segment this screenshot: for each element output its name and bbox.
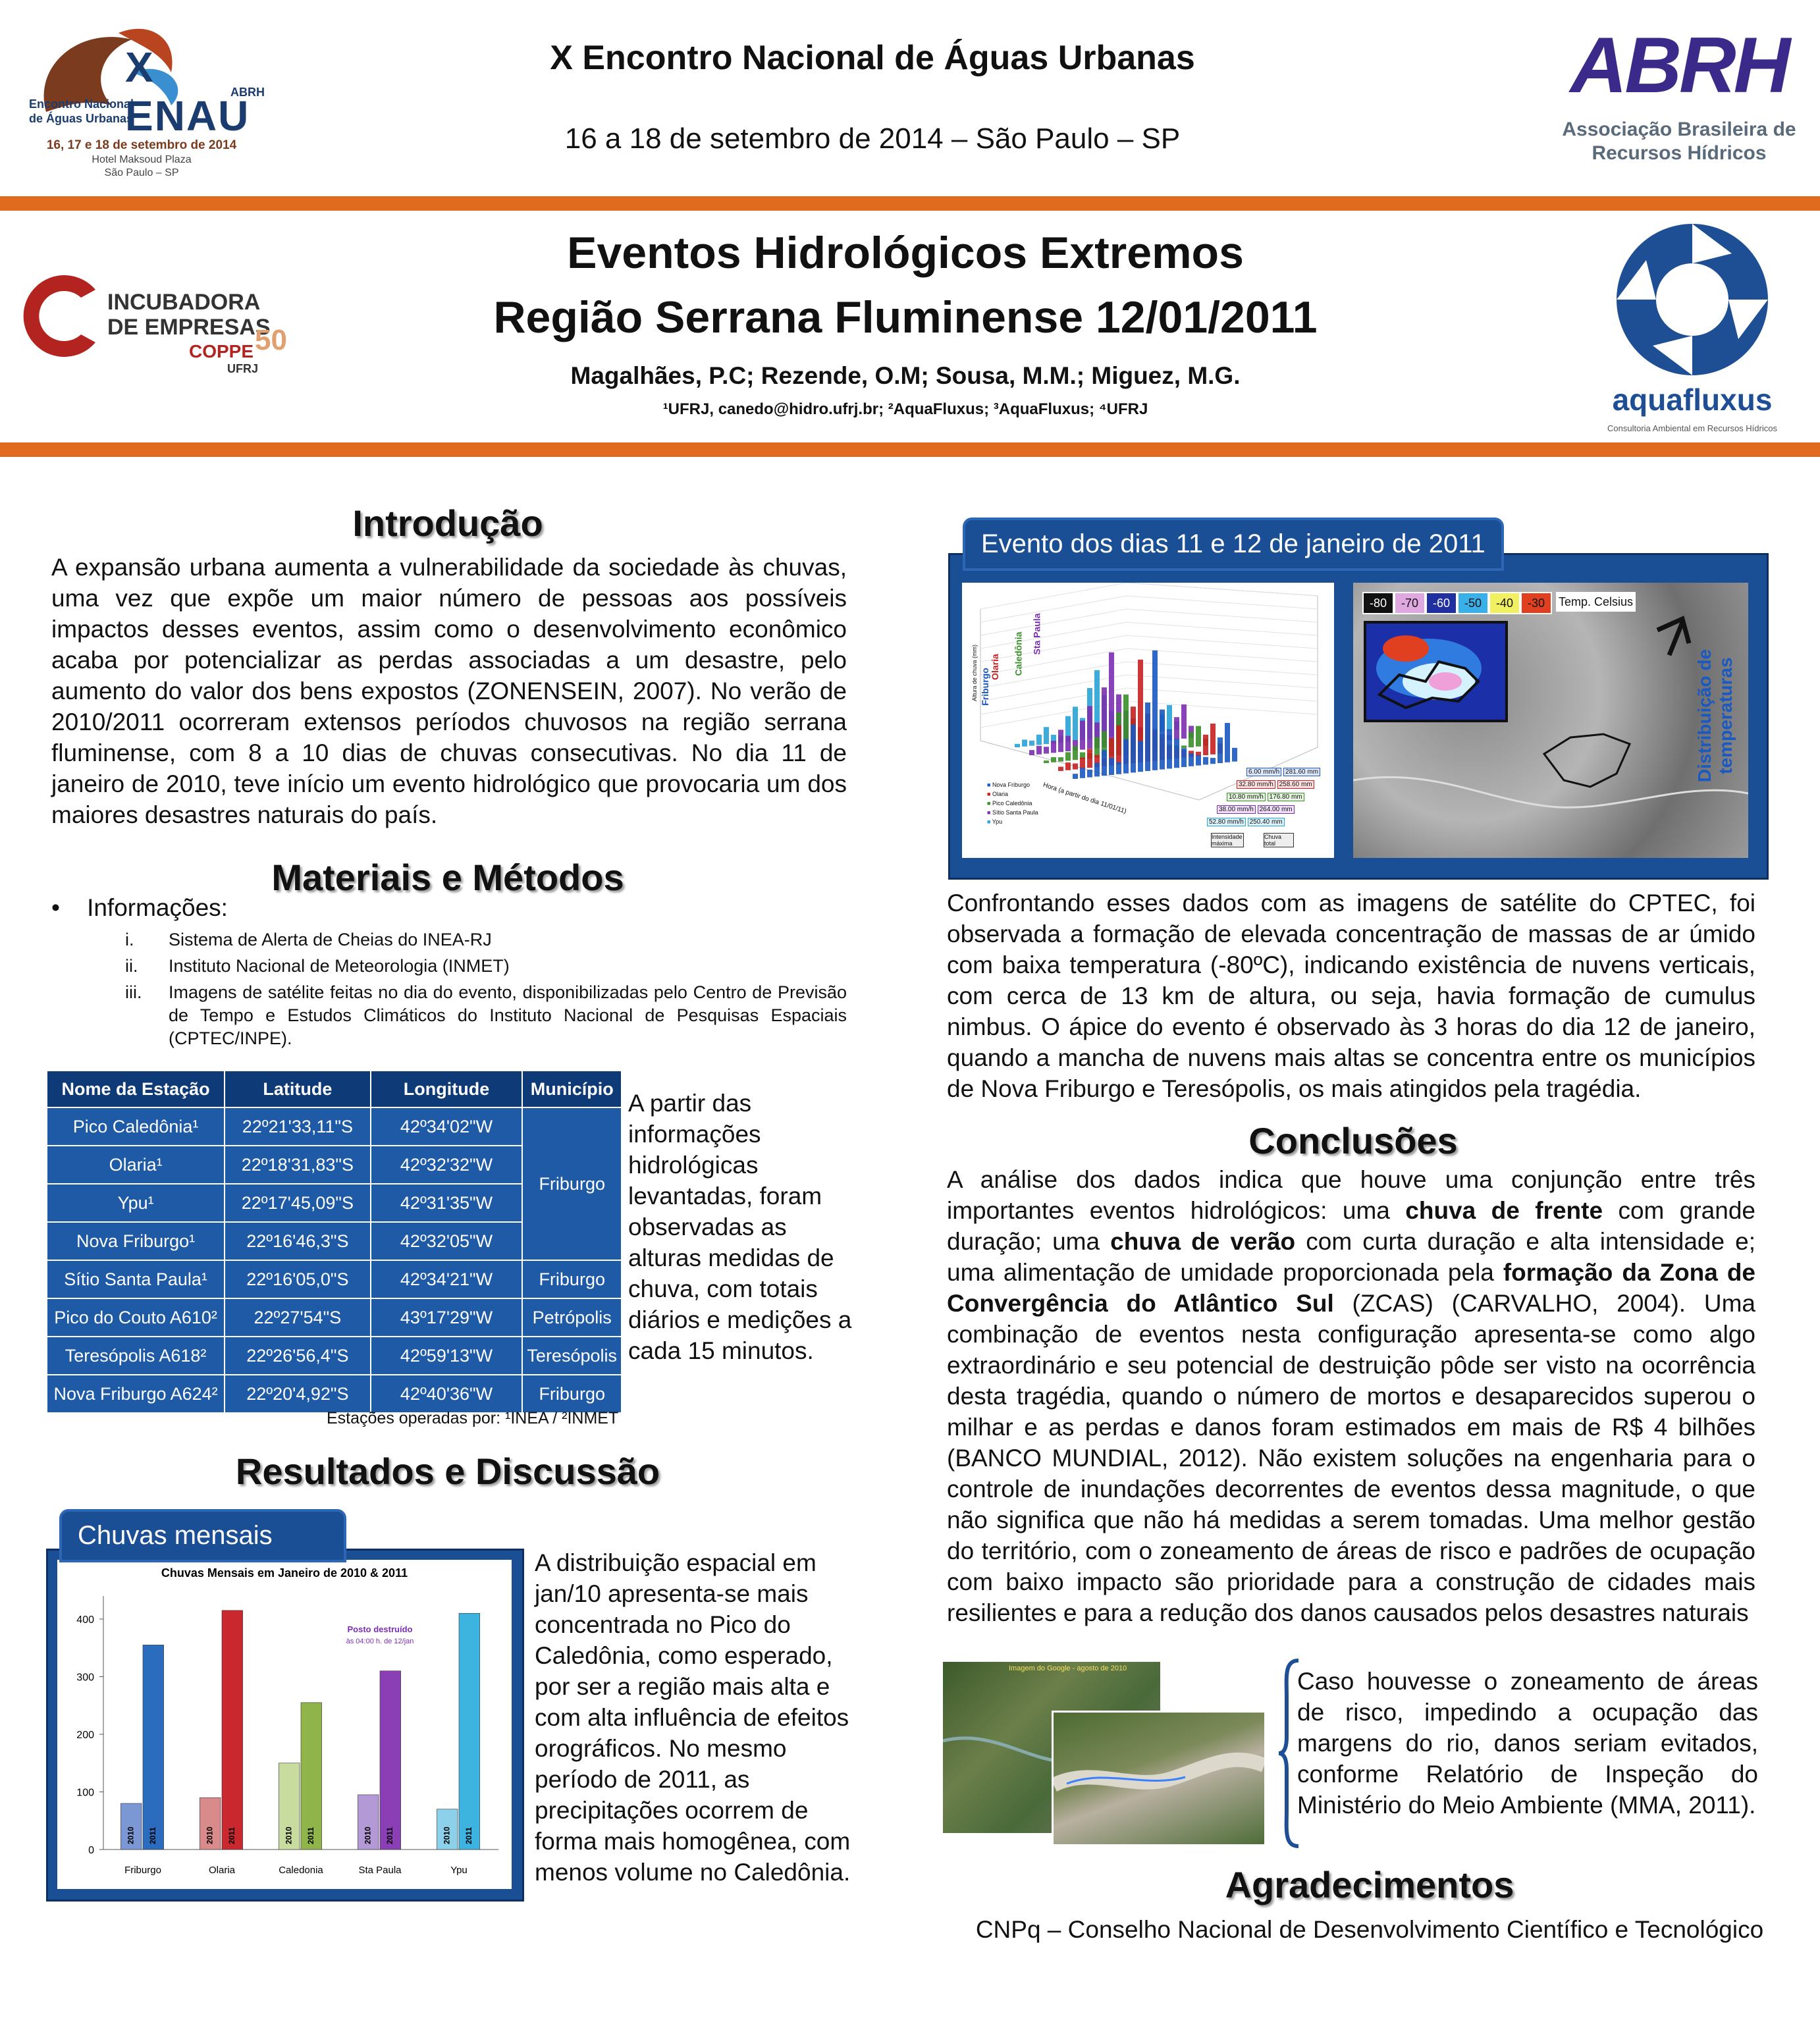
acknowledgements-text: CNPq – Conselho Nacional de Desenvolvimento Científico e Tecnológico: [975, 1916, 1764, 1943]
chart3d-gridline: [1127, 622, 1318, 635]
chart3d-gridline: [1127, 583, 1318, 596]
chart3d-gridline: [980, 596, 1127, 622]
tab-evento: Evento dos dias 11 e 12 de janeiro de 2011: [963, 518, 1504, 571]
chart3d-value-row: [1246, 766, 1320, 778]
poster-title-line1: Eventos Hidrológicos Extremos: [567, 228, 1244, 278]
station-name: Sítio Santa Paula¹: [47, 1260, 225, 1298]
station-name: Nova Friburgo¹: [47, 1222, 225, 1260]
station-lon: 42º34'02"W: [371, 1107, 523, 1146]
bar-series-label: 2010: [205, 1826, 215, 1844]
chart3d-station: Olaria: [989, 654, 1000, 680]
station-lon: 42º31'35"W: [371, 1184, 523, 1222]
chart3d-bar: [1087, 770, 1092, 778]
x-tick-label: Ypu: [450, 1865, 468, 1876]
conclusions-bold: chuva de verão: [1110, 1228, 1296, 1255]
chart3d-legend: [987, 780, 1038, 826]
chart3d-bar: [1109, 758, 1114, 775]
chart3d-legend-item: ■ Pico Caledônia: [987, 800, 1032, 807]
results-heading: Resultados e Discussão: [235, 1450, 660, 1492]
chart3d-bar: [1065, 752, 1071, 760]
chart3d-bar: [1189, 753, 1194, 766]
chart3d-bar: [1189, 732, 1194, 747]
abrh-name: ABRH: [1570, 21, 1788, 109]
chart3d-station: Friburgo: [979, 668, 990, 706]
methods-item-num: iii.: [125, 982, 142, 1002]
x-tick-label: Sta Paula: [358, 1865, 402, 1876]
bar-series-label: 2010: [126, 1826, 136, 1844]
station-municipality: Petrópolis: [522, 1298, 622, 1337]
bar-series-label: 2010: [284, 1826, 294, 1844]
chart3d-bar: [1181, 748, 1187, 767]
incubadora-line1: INCUBADORA: [107, 290, 261, 315]
chart3d-bar: [1203, 735, 1208, 755]
conclusions-part: com curta duração e alta intensidade e; uma alimentação de umidade proporcionada pela: [947, 1228, 1755, 1286]
station-municipality: Friburgo: [522, 1260, 622, 1298]
methods-bullet-label: Informações:: [87, 894, 228, 921]
chart3d-gridline: [1127, 609, 1318, 622]
chart3d-bar: [1196, 726, 1201, 747]
chart3d-bar: [1123, 739, 1129, 774]
station-lon: 42º32'32"W: [371, 1146, 523, 1184]
chart3d-value-row: [1217, 803, 1320, 816]
aquafluxus-symbol: [1593, 214, 1791, 379]
station-municipality: Teresópolis: [522, 1337, 622, 1375]
results-side-text: A distribuição espacial em jan/10 apresenta-se mais concentrada no Pico do Caledônia, como esperado, por ser a região mais alta e com alta influência de efeitos orográficos. No mesmo período de 2011, as precipitações ocorrem de forma mais homogênea, com menos volume no Caledônia.: [535, 1549, 851, 1886]
affiliations: ¹UFRJ, canedo@hidro.ufrj.br; ²AquaFluxus; ³AquaFluxus; ⁴UFRJ: [662, 400, 1148, 418]
chart3d-bar: [1044, 760, 1049, 763]
station-name: Olaria¹: [47, 1146, 225, 1184]
aquafluxus-tagline: Consultoria Ambiental em Recursos Hídricos: [1607, 423, 1777, 433]
enau-small: ABRH: [230, 86, 265, 99]
station-lon: 42º59'13"W: [371, 1337, 523, 1375]
chart3d-bar: [1044, 747, 1049, 753]
bar-series-label: 2011: [385, 1826, 394, 1844]
chart3d-legend-item: ■ Ypu: [987, 818, 1003, 825]
table-header-row: [47, 1071, 622, 1107]
chart3d-value-labels: [1207, 766, 1320, 828]
y-tick-label: 0: [88, 1845, 94, 1856]
table-row: [47, 1337, 622, 1375]
aerial-photo-after: [1052, 1711, 1266, 1846]
scale-cell: -30: [1520, 592, 1552, 614]
incubadora-num: 50: [255, 324, 287, 356]
incubadora-line2: DE EMPRESAS: [107, 315, 271, 340]
station-lat: 22º18'31,83"S: [225, 1146, 370, 1184]
intro-text: A expansão urbana aumenta a vulnerabilidade da sociedade às chuvas, uma vez que expõe um maior número de pessoas aos possíveis impactos desses eventos, assim como o desenvolvimento econômico acaba por potencializar as perdas associadas a um desastre, pelo aumento do valor dos bens expostos (ZONENSEIN, 2007). No verão de 2010/2011 ocorreram extensos períodos chuvosos na região serrana fluminense, com 8 a 10 dias de chuvas consecutivas. No dia 11 de janeiro de 2010, teve início um evento hidrológico que provocaria um dos maiores desastres naturais do país.: [51, 554, 847, 828]
incubadora-logo: [10, 263, 286, 382]
enau-city: São Paulo – SP: [104, 167, 179, 178]
y-tick-label: 200: [76, 1730, 94, 1741]
abrh-logo: [1554, 20, 1804, 171]
enau-big: X ENAU: [125, 43, 250, 140]
methods-item: [125, 928, 847, 951]
chart3d-bar: [1160, 710, 1165, 770]
chart3d-bar: [1073, 706, 1078, 741]
monthly-rain-chart: [57, 1560, 512, 1889]
station-lat: 22º27'54"S: [225, 1298, 370, 1337]
bar-2011: [222, 1610, 243, 1849]
scale-unit: Temp. Celsius: [1556, 592, 1636, 612]
chart3d-bar: [1094, 737, 1100, 757]
station-lat: 22º20'4,92"S: [225, 1375, 370, 1413]
zoning-text: Caso houvesse o zoneamento de áreas de risco, impedindo a ocupação das margens do rio, danos seriam evitados, conforme Relatório de Inspeção do Ministério do Meio Ambiente (MMA, 2011).: [1297, 1668, 1758, 1819]
enau-line1: Encontro Nacional: [29, 97, 134, 111]
chart3d-bar: [1225, 723, 1230, 762]
chart3d-bar: [1065, 736, 1071, 751]
chart3d-bar: [1087, 706, 1092, 749]
chart-annotation: às 04:00 h. de 12/jan: [346, 1637, 414, 1645]
station-lat: 22º16'46,3"S: [225, 1222, 370, 1260]
chart3d-legend-item: ■ Sítio Santa Paula: [987, 809, 1038, 816]
chart3d-intensity: 52.80 mm/h: [1207, 818, 1246, 826]
chart3d-ylabel: Altura de chuva (mm): [971, 644, 978, 701]
chart3d-foot-total: Chuva total: [1264, 833, 1294, 847]
station-lat: 22º21'33,11"S: [225, 1107, 370, 1146]
chart3d-xlabel: Hora (a partir do dia 11/01/11): [1042, 781, 1127, 816]
chart3d-value-row: [1207, 816, 1320, 828]
methods-item-text: Instituto Nacional de Meteorologia (INMET): [169, 956, 510, 976]
chart3d-gridline: [980, 609, 1127, 635]
chart3d-bar: [1087, 749, 1092, 768]
table-header-cell: Latitude: [225, 1071, 370, 1107]
satellite-side-label: Distribuição de temperaturas: [1694, 649, 1736, 783]
chart3d-bar: [1073, 764, 1078, 770]
event-panel: [948, 553, 1769, 880]
methods-side-text: A partir das informações hidrológicas levantadas, foram observadas as alturas medidas de chuva, com totais diários e medições a cada 15 minutos.: [628, 1090, 852, 1364]
chart3d-bar: [1065, 762, 1071, 770]
station-name: Pico do Couto A610²: [47, 1298, 225, 1337]
scale-cell: -60: [1426, 592, 1457, 614]
conclusions-part: (ZCAS) (CARVALHO, 2004). Uma combinação de eventos nesta configuração apresenta-se como algo extraordinário e seu potencial de destruição pôde ser visto na ocorrência desta tragédia, quando o número de mortos e desaparecidos superou o milhar e as perdas e danos foram estimados em mais de R$ 4 bilhões (BANCO MUNDIAL, 2012). Não existem soluções na engenharia para o controle de inundações decorrentes de eventos dessa magnitude, o que não significa que não há medidas a serem tomadas. Uma melhor gestão do território, com o zoneamento de áreas de risco e padrões de ocupação com baixo impacto são prioridade para a construção de cidades mais resilientes e para a redução dos danos causados pelos desastres naturais: [947, 1290, 1755, 1626]
conclusions-heading: Conclusões: [1248, 1120, 1458, 1161]
chart3d-bar: [1036, 735, 1042, 745]
table-header-cell: Nome da Estação: [47, 1071, 225, 1107]
table-header-cell: Longitude: [371, 1071, 523, 1107]
chart3d-legend-label: Olaria: [992, 791, 1008, 797]
chart3d-bar: [1203, 757, 1208, 765]
table-header-cell: Município: [522, 1071, 622, 1107]
station-lat: 22º17'45,09"S: [225, 1184, 370, 1222]
enau-venue: Hotel Maksoud Plaza: [92, 154, 192, 165]
chart3d-total: 258.60 mm: [1277, 780, 1314, 789]
chart3d-total: 264.00 mm: [1258, 805, 1295, 814]
chart3d-bar: [1080, 768, 1085, 778]
enau-dates: 16, 17 e 18 de setembro de 2014: [46, 138, 237, 152]
bar-2011: [380, 1671, 401, 1849]
chart3d-bar: [1073, 746, 1078, 760]
chart3d-bar: [1167, 730, 1172, 769]
methods-bullet: [51, 894, 228, 922]
chart3d-bar: [1102, 750, 1107, 776]
satellite-image: [1353, 583, 1748, 858]
photo-caption: Imagem do Google - agosto de 2010: [1009, 1664, 1127, 1672]
bar-series-label: 2011: [147, 1826, 157, 1844]
y-tick-label: 400: [76, 1614, 94, 1626]
chart3d-bar: [1080, 720, 1085, 749]
chart3d-gridline: [980, 649, 1127, 675]
abrh-line1: Associação Brasileira de: [1562, 119, 1796, 140]
conference-dates: 16 a 18 de setembro de 2014 – São Paulo – SP: [564, 122, 1181, 155]
station-lon: 42º40'36"W: [371, 1375, 523, 1413]
chart3d-bar: [1094, 763, 1100, 777]
chart3d-bar: [1058, 730, 1063, 752]
chart3d-bar: [1232, 748, 1237, 762]
chart3d-bar: [1196, 755, 1201, 766]
bar-series-label: 2011: [464, 1826, 473, 1844]
bar-series-label: 2010: [363, 1826, 373, 1844]
chart3d-bar: [1044, 727, 1049, 744]
aquafluxus-name: aquafluxus: [1612, 383, 1773, 417]
tab-chuvas-mensais: Chuvas mensais: [59, 1509, 346, 1562]
bar-2011: [459, 1613, 480, 1849]
conclusions-text: [947, 1164, 1755, 1628]
chart3d-legend-label: Pico Caledônia: [992, 800, 1032, 807]
chart3d-gridline: [1127, 596, 1318, 609]
table-row: [47, 1375, 622, 1413]
table-row: [47, 1260, 622, 1298]
methods-item-num: ii.: [125, 956, 138, 976]
chart3d-bar: [1029, 750, 1034, 755]
chart-annotation: Posto destruído: [347, 1624, 413, 1634]
incubadora-coppe: COPPE: [189, 341, 254, 361]
conclusions-bold: chuva de frente: [1405, 1197, 1603, 1224]
bar-series-label: 2011: [306, 1826, 315, 1844]
chart3d-bar: [1036, 746, 1042, 755]
bullet-dot: •: [51, 894, 88, 921]
bar-series-label: 2010: [442, 1826, 452, 1844]
methods-item: [125, 955, 847, 978]
station-name: Nova Friburgo A624²: [47, 1375, 225, 1413]
station-municipality: Friburgo: [522, 1375, 622, 1413]
chart3d-bar: [1051, 741, 1056, 753]
event-text: Confrontando esses dados com as imagens de satélite do CPTEC, foi observada a formação de elevada concentração de massas de ar úmido com baixa temperatura (-80ºC), indicando existência de nuvens verticais, com cerca de 13 km de altura, ou seja, havia formação de cumulus nimbus. O ápice do evento é observado às 3 horas do dia 12 de janeiro, quando a mancha de nuvens mais altas se concentra entre os municípios de Nova Friburgo e Teresópolis, os mais atingidos pela tragédia.: [947, 890, 1755, 1102]
aquafluxus-logo: [1593, 214, 1791, 438]
chart3d-bar: [1058, 757, 1063, 762]
chart3d-bar: [1080, 758, 1085, 769]
chart3d-value-row: [1237, 778, 1320, 791]
incubadora-symbol: [10, 263, 109, 369]
station-lon: 42º32'05"W: [371, 1222, 523, 1260]
chart3d-bar: [1109, 652, 1114, 747]
scale-cell: -70: [1394, 592, 1426, 614]
chart3d-bar: [1029, 741, 1034, 746]
chart3d-bar: [1174, 739, 1179, 768]
methods-heading: Materiais e Métodos: [271, 857, 624, 898]
chart3d-gridline: [980, 622, 1127, 649]
x-tick-label: Caledonia: [279, 1865, 323, 1876]
chart3d-bar: [1073, 774, 1078, 779]
satellite-overlay: [1353, 583, 1748, 858]
methods-item-num: i.: [125, 930, 134, 949]
y-tick-label: 100: [76, 1787, 94, 1799]
acknowledgements-heading: Agradecimentos: [1225, 1864, 1514, 1905]
conclusions-part: A análise dos dados indica que houve uma conjunção entre três importantes eventos hidrológicos: uma: [947, 1166, 1755, 1224]
table-note: Estações operadas por: ¹INEA / ²INMET: [327, 1409, 619, 1427]
conclusions-bold: formação da Zona de Convergência do Atlântico Sul: [947, 1259, 1755, 1317]
methods-item-text: Imagens de satélite feitas no dia do evento, disponibilizadas pelo Centro de Previsão de Tempo e Estudos Climáticos do Instituto Nacional de Pesquisas Espaciais (CPTEC/INPE).: [169, 982, 847, 1048]
chart3d-bar: [1181, 745, 1187, 748]
x-tick-label: Friburgo: [124, 1865, 161, 1876]
chart3d-bar: [1015, 744, 1020, 747]
table-row: [47, 1107, 622, 1146]
station-lon: 42º34'21"W: [371, 1260, 523, 1298]
chart3d-bar: [1174, 717, 1179, 739]
chart3d-total: 281.60 mm: [1283, 768, 1320, 776]
station-municipality: Friburgo: [522, 1107, 622, 1260]
chart3d-intensity: 38.00 mm/h: [1217, 805, 1256, 814]
table-row: [47, 1298, 622, 1337]
chart3d-bar: [1131, 725, 1136, 773]
chart3d-station: Caledônia: [1013, 631, 1024, 676]
header-divider-bottom: [0, 442, 1820, 457]
chart3d-legend-item: ■ Olaria: [987, 791, 1008, 797]
scale-cell: -50: [1457, 592, 1489, 614]
chart3d-bar: [1022, 739, 1027, 746]
station-lat: 22º16'05,0"S: [225, 1260, 370, 1298]
chart3d-total: 250.40 mm: [1248, 818, 1285, 826]
chart3d-legend-label: Ypu: [992, 818, 1003, 825]
station-name: Teresópolis A618²: [47, 1337, 225, 1375]
monthly-rain-panel: [46, 1549, 524, 1902]
chart3d-bar: [1181, 705, 1187, 739]
chart3d-bar: [1145, 703, 1150, 771]
chart3d-legend-label: Nova Friburgo: [992, 782, 1030, 788]
chart-title: Chuvas Mensais em Janeiro de 2010 & 2011: [161, 1566, 408, 1580]
chart3d-bar: [1051, 757, 1056, 762]
flood-path: [1054, 1713, 1264, 1844]
enau-line2: de Águas Urbanas: [29, 112, 134, 125]
conclusions-part: com grande duração; uma: [947, 1197, 1755, 1255]
chart3d-foot-intensity: Intensidade máxima: [1211, 833, 1244, 847]
chart3d-station: Sta Paula: [1031, 613, 1042, 655]
chart3d-total: 176.80 mm: [1268, 793, 1304, 801]
chart3d-gridline: [980, 635, 1127, 662]
chart3d-intensity: 32.80 mm/h: [1237, 780, 1275, 789]
chart3d-bar: [1218, 737, 1223, 763]
x-tick-label: Olaria: [208, 1865, 236, 1876]
intro-heading: Introdução: [352, 502, 543, 544]
incubadora-ufrj: UFRJ: [227, 362, 259, 375]
header-divider-top: [0, 196, 1820, 211]
authors: Magalhães, P.C; Rezende, O.M; Sousa, M.M.; Miguez, M.G.: [570, 362, 1241, 389]
station-name: Ypu¹: [47, 1184, 225, 1222]
abrh-line2: Recursos Hídricos: [1592, 142, 1767, 164]
chart3d-bar: [1210, 758, 1216, 764]
chart3d-legend-label: Sítio Santa Paula: [992, 809, 1038, 816]
chart3d-bar: [1116, 762, 1121, 774]
chart3d-gridline: [980, 583, 1127, 609]
chart3d-intensity: 10.80 mm/h: [1227, 793, 1266, 801]
enau-logo: [20, 13, 283, 184]
bar-series-label: 2011: [227, 1826, 236, 1844]
methods-item-text: Sistema de Alerta de Cheias do INEA-RJ: [169, 930, 492, 949]
rain-3d-chart: [962, 583, 1334, 858]
station-name: Pico Caledônia¹: [47, 1107, 225, 1146]
chart3d-bar: [1210, 724, 1216, 755]
methods-item: [125, 981, 847, 1050]
poster-title-line2: Região Serrana Fluminense 12/01/2011: [493, 292, 1318, 342]
chart3d-gridline: [980, 662, 1127, 688]
chart3d-bar: [1058, 767, 1063, 772]
chart3d-bar: [1152, 651, 1158, 770]
y-tick-label: 300: [76, 1672, 94, 1684]
chart3d-legend-item: ■ Nova Friburgo: [987, 782, 1030, 788]
chart3d-value-row: [1227, 791, 1320, 803]
chart3d-intensity: 6.00 mm/h: [1246, 768, 1281, 776]
chart3d-bar: [1116, 726, 1121, 765]
scale-cell: -40: [1489, 592, 1520, 614]
chart3d-gridline: [1127, 635, 1318, 649]
bar-2011: [143, 1645, 164, 1849]
scale-cell: -80: [1362, 592, 1394, 614]
chart3d-bar: [1138, 741, 1143, 772]
conference-title: X Encontro Nacional de Águas Urbanas: [550, 39, 1195, 77]
stations-table: [46, 1070, 622, 1414]
station-lon: 43º17'29"W: [371, 1298, 523, 1337]
station-lat: 22º26'56,4"S: [225, 1337, 370, 1375]
chart3d-bar: [1167, 705, 1172, 731]
